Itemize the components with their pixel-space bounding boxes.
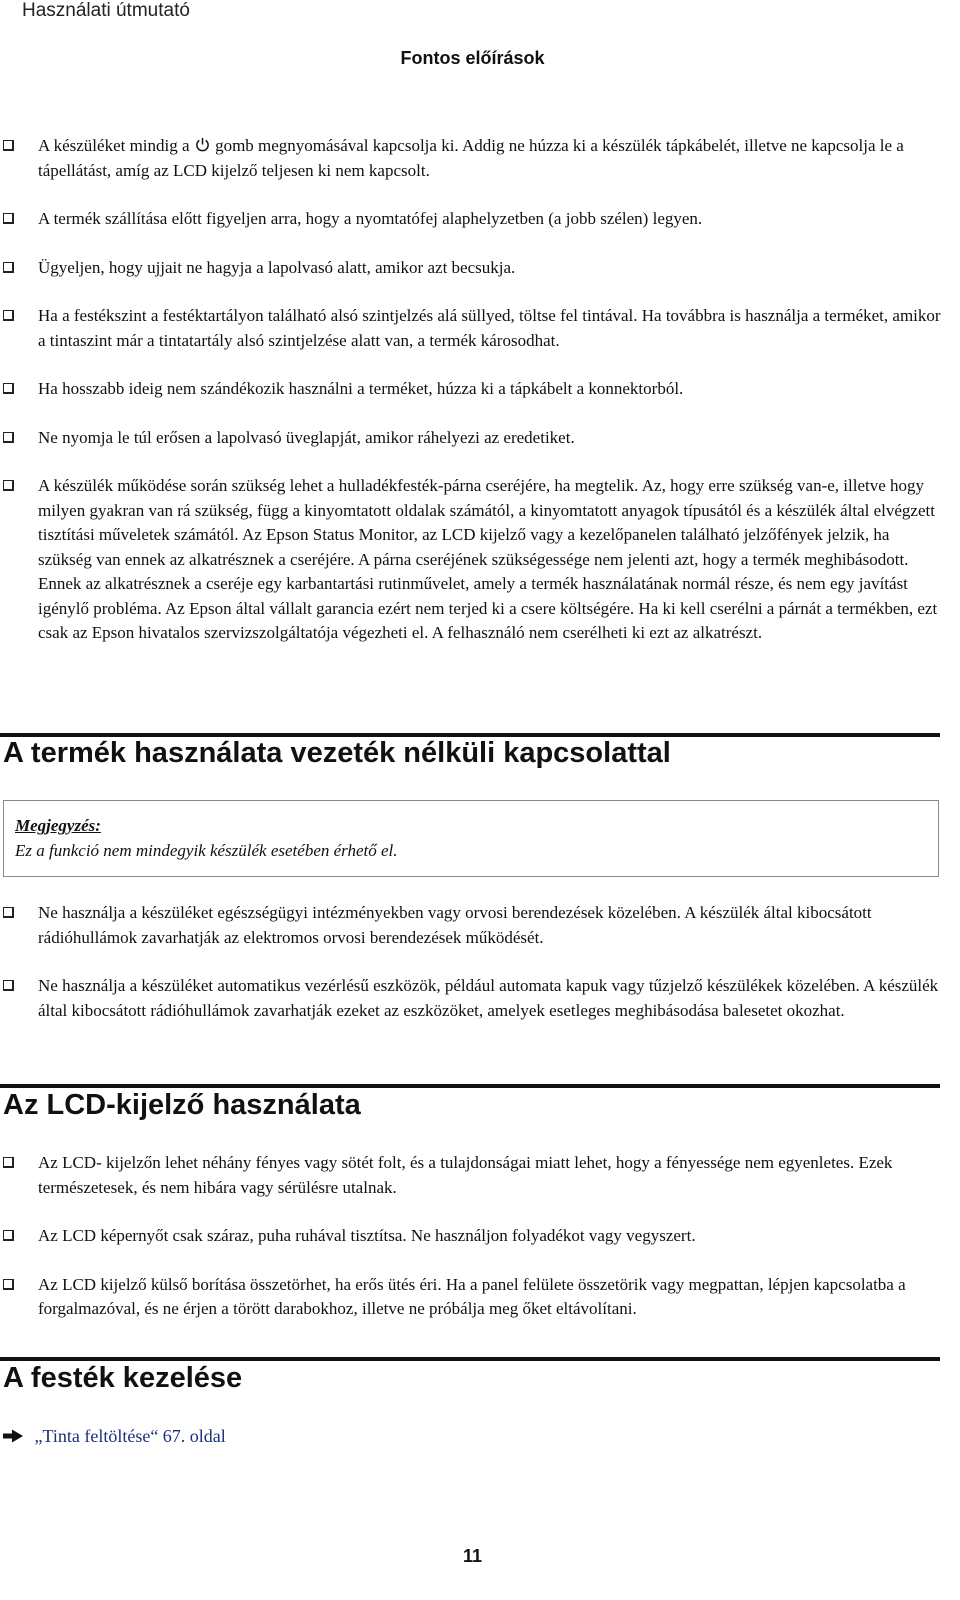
checkbox-bullet-icon xyxy=(3,262,14,273)
list-item-text: Ügyeljen, hogy ujjait ne hagyja a lapolvasó alatt, amikor azt becsukja. xyxy=(38,257,516,277)
list-item-text: Ne használja a készüléket egészségügyi intézményekben vagy orvosi berendezések közelében. A készülék által kibocsátott rádióhullámok zavarhatják az elektromos orvosi berendezések működését. xyxy=(38,903,872,947)
list-item xyxy=(0,304,945,353)
lcd-list xyxy=(0,1151,945,1322)
list-item-text: Ne használja a készüléket automatikus vezérlésű eszközök, például automata kapuk vagy tűzjelző készülékek közelében. A készülék által kibocsátott rádióhullámok zavarhatják ezeket az eszközöket, amelyek esetleges meghibásodása balesetet okozhat. xyxy=(38,976,939,1020)
checkbox-bullet-icon xyxy=(3,480,14,491)
power-icon xyxy=(195,137,210,152)
list-item xyxy=(0,1224,945,1249)
heading-rule xyxy=(0,1084,940,1088)
note-box xyxy=(3,800,939,877)
list-item-text: Az LCD- kijelzőn lehet néhány fényes vagy sötét folt, és a tulajdonságai miatt lehet, hogy a fényessége nem egyenletes. Ezek természetesek, és nem hibára vagy sérülésre utalnak. xyxy=(38,1153,893,1197)
list-item-text: Ha hosszabb ideig nem szándékozik használni a terméket, húzza ki a tápkábelt a konnektorból. xyxy=(38,379,684,398)
list-item-text: Ne nyomja le túl erősen a lapolvasó üveglapját, amikor ráhelyezi az eredetiket. xyxy=(38,427,575,447)
checkbox-bullet-icon xyxy=(3,140,14,151)
ink-heading: A festék kezelése xyxy=(3,1362,243,1394)
list-item-text: A készüléket mindig a xyxy=(38,136,190,155)
checkbox-bullet-icon xyxy=(3,213,14,224)
list-item xyxy=(0,901,945,950)
list-item-text: A készülék működése során szükség lehet a hulladékfesték-párna cseréjére, ha megtelik. Az, hogy erre szükség van-e, illetve hogy milyen gyakran van rá szükség, függ a kinyomtatott oldalak számától, a kinyomtatott anyagok típusától és a készülék által elvégzett tisztítási műveletek számától. Az Epson Status Monitor, az LCD kijelző vagy a kezelőpanelen található jelzőfények jelzik, ha szükség van ennek az alkatrésznek a cseréjére. A párna cseréjének szükségessége nem jelenti azt, hogy a termék meghibásodott. Ennek az alkatrésznek a cseréje egy karbantartási rutinművelet, amely a termék használatának normál része, és nem egy javítást igénylő probléma. Az Epson által vállalt garancia ezért nem terjed ki a csere költségére. Ha ki kell cserélni a párnát a termékben, ezt csak az Epson hivatalos szervizszolgáltatója végezheti el. A felhasználó nem cserélheti ki ezt az alkatrészt. xyxy=(38,476,938,642)
list-item xyxy=(0,1151,945,1200)
list-item xyxy=(0,474,945,646)
heading-rule xyxy=(0,1357,940,1361)
wireless-list xyxy=(0,901,945,1023)
lcd-heading: Az LCD-kijelző használata xyxy=(3,1089,361,1121)
section-title: Fontos előírások xyxy=(400,48,545,68)
running-header-title: Használati útmutató xyxy=(22,0,190,21)
checkbox-bullet-icon xyxy=(3,1157,14,1168)
arrow-right-icon xyxy=(2,1429,24,1443)
checkbox-bullet-icon xyxy=(3,432,14,443)
list-item-text: Az LCD kijelző külső borítása összetörhet, ha erős ütés éri. Ha a panel felülete összetörik vagy megpattan, lépjen kapcsolatba a forgalmazóval, és ne érjen a törött darabokhoz, illetve ne próbálja meg őket eltávolítani. xyxy=(38,1274,906,1318)
list-item-text: gomb megnyomásával kapcsolja ki. Addig ne húzza ki a készülék tápkábelét, illetve ne kapcsolja le a tápellátást, amíg az LCD kijelző teljesen ki nem kapcsolt. xyxy=(38,136,904,180)
list-item xyxy=(0,426,945,451)
list-item xyxy=(0,134,945,183)
page-number: 11 xyxy=(462,1546,483,1566)
checkbox-bullet-icon xyxy=(3,1230,14,1241)
list-item xyxy=(0,207,945,232)
list-item xyxy=(0,1273,945,1322)
list-item-text: Ha a festékszint a festéktartályon található alsó szintjelzés alá süllyed, töltse fel tintával. Ha továbbra is használja a terméket, amikor a tintaszint már a tintatartály alsó szintjelzése alatt van, a termék károsodhat. xyxy=(38,306,941,350)
cross-reference xyxy=(2,1426,226,1447)
checkbox-bullet-icon xyxy=(3,980,14,991)
ink-refill-link[interactable]: „Tinta feltöltése“ 67. oldal xyxy=(34,1426,226,1446)
note-title: Megjegyzés: xyxy=(15,816,101,835)
list-item-text: Az LCD képernyőt csak száraz, puha ruhával tisztítsa. Ne használjon folyadékot vagy vegyszert. xyxy=(38,1226,696,1245)
precautions-list xyxy=(0,134,945,646)
checkbox-bullet-icon xyxy=(3,383,14,394)
checkbox-bullet-icon xyxy=(3,310,14,321)
checkbox-bullet-icon xyxy=(3,907,14,918)
list-item xyxy=(0,377,945,402)
checkbox-bullet-icon xyxy=(3,1279,14,1290)
wireless-heading: A termék használata vezeték nélküli kapcsolattal xyxy=(3,737,671,769)
list-item xyxy=(0,974,945,1023)
note-text: Ez a funkció nem mindegyik készülék esetében érhető el. xyxy=(15,841,398,860)
list-item-text: A termék szállítása előtt figyeljen arra, hogy a nyomtatófej alaphelyzetben (a jobb szélen) legyen. xyxy=(38,209,703,228)
list-item xyxy=(0,256,945,281)
